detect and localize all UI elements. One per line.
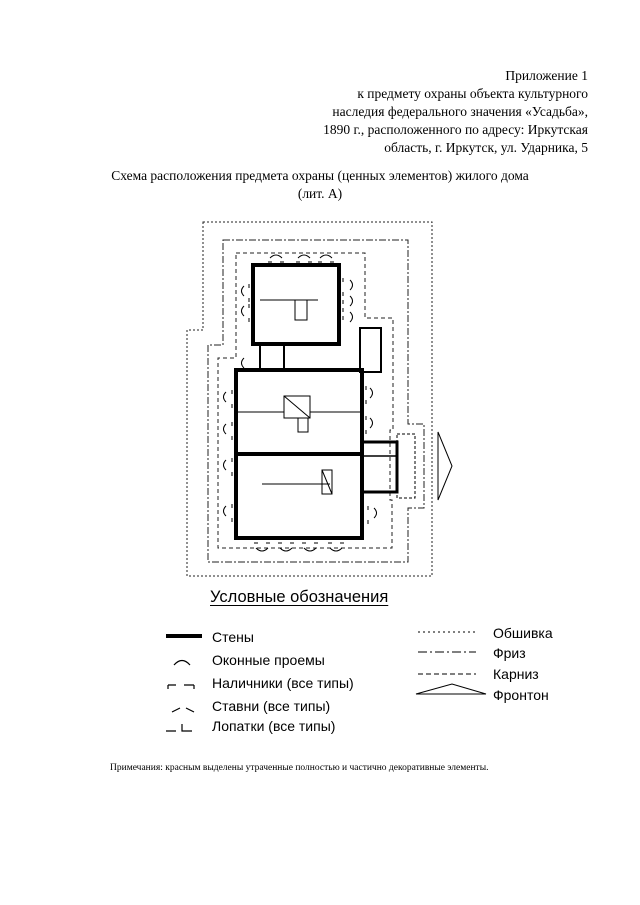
legend-window-openings: Оконные проемы: [212, 652, 325, 668]
schema-title-line-2: (лит. А): [297, 186, 343, 201]
legend-pilasters: Лопатки (все типы): [212, 718, 336, 734]
schema-title-line-1: Схема расположения предмета охраны (ценных элементов) жилого дома: [111, 168, 529, 183]
shutters-symbol: [172, 708, 194, 712]
architrave-symbol: [168, 685, 194, 689]
pilaster-symbol: [166, 724, 192, 731]
legend-pediment: Фронтон: [493, 687, 549, 703]
appendix-title: Приложение 1: [505, 68, 588, 83]
pediment-marker: [438, 432, 452, 500]
window-opening-symbol: [174, 661, 190, 666]
appendix-line-2: к предмету охраны объекта культурного: [357, 86, 588, 101]
legend-architraves: Наличники (все типы): [212, 675, 354, 691]
legend-title: Условные обозначения: [210, 588, 389, 606]
pediment-symbol: [416, 684, 486, 694]
cornice-outline: [218, 253, 393, 548]
legend-cladding: Обшивка: [493, 625, 553, 641]
appendix-line-4: 1890 г., расположенного по адресу: Иркутская: [323, 122, 588, 137]
legend-cornice: Карниз: [493, 666, 539, 682]
footnote: Примечания: красным выделены утраченные полностью и частично декоративные элементы.: [110, 763, 489, 773]
window-symbols: [224, 255, 377, 551]
legend-symbols-left: [160, 628, 210, 738]
walls: [236, 265, 397, 538]
legend-shutters: Ставни (все типы): [212, 698, 331, 714]
appendix-line-3: наследия федерального значения «Усадьба»,: [332, 104, 588, 119]
porch-rails: [397, 434, 415, 498]
legend-frieze: Фриз: [493, 645, 526, 661]
legend-walls: Стены: [212, 629, 254, 645]
appendix-line-5: область, г. Иркутск, ул. Ударника, 5: [384, 140, 588, 155]
legend-symbols-right: [412, 626, 492, 706]
